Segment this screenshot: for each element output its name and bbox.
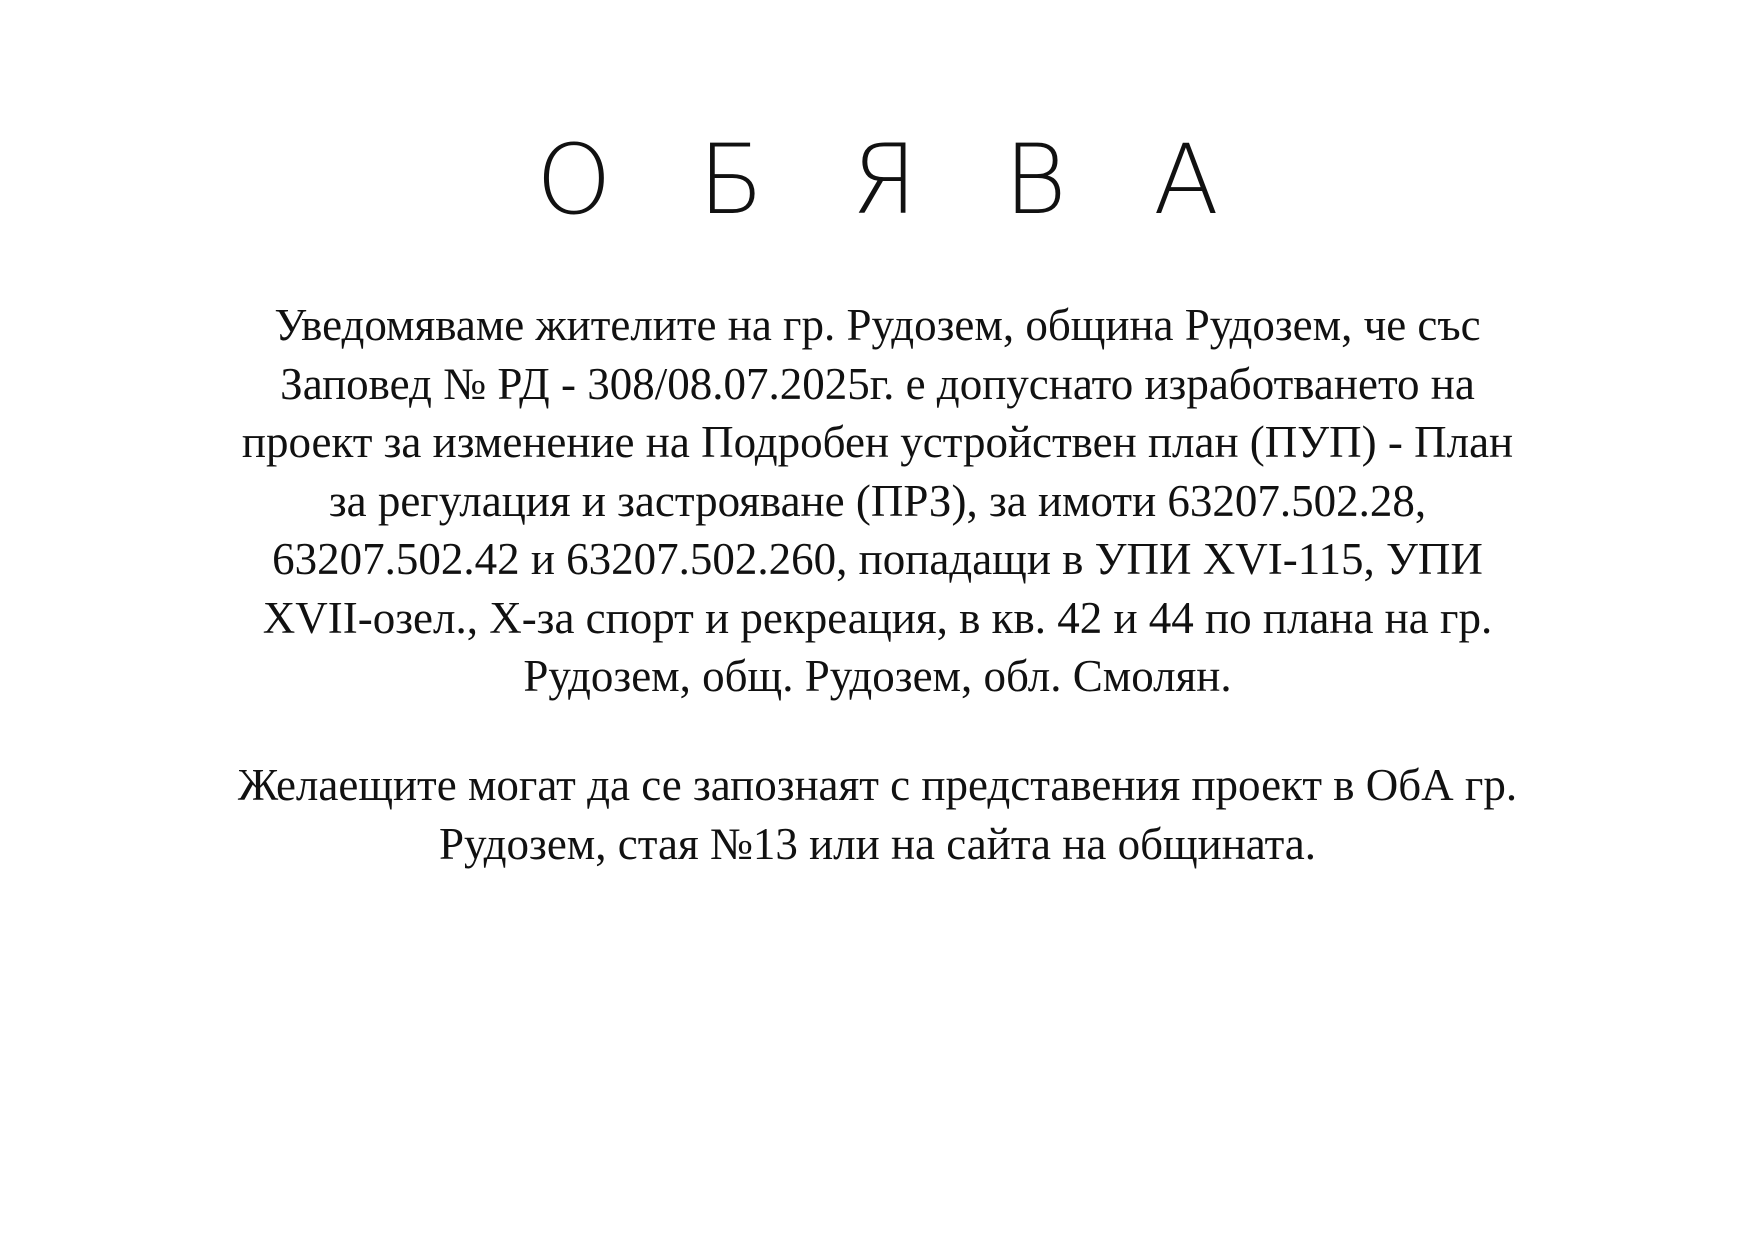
announcement-title: О Б Я В А <box>536 124 1247 236</box>
paragraph-1-line: Рудозем, общ. Рудозем, обл. Смолян. <box>523 651 1232 701</box>
paragraph-1-line: XVII-озел., Х-за спорт и рекреация, в кв. 42 и 44 по плана на гр. <box>262 592 1493 643</box>
paragraph-1-line: Уведомяваме жителите на гр. Рудозем, община Рудозем, че със <box>274 300 1481 350</box>
paragraph-1-line: проект за изменение на Подробен устройствен план (ПУП) - План <box>241 417 1514 467</box>
announcement-paragraph-2 <box>140 756 1615 873</box>
paragraph-1-line: 63207.502.42 и 63207.502.260, попадащи в УПИ XVI-115, УПИ <box>272 534 1483 584</box>
paragraph-2-line: Желаещите могат да се запознаят с представения проект в ОбА гр. <box>237 760 1518 810</box>
paragraph-1-line: за регулация и застрояване (ПРЗ), за имоти 63207.502.28, <box>328 475 1427 526</box>
paragraph-1-line: Заповед № РД - 308/08.07.2025г. е допуснато изработването на <box>280 358 1475 409</box>
announcement-paragraph-1 <box>140 296 1615 706</box>
paragraph-2-line: Рудозем, стая №13 или на сайта на общината. <box>438 818 1317 869</box>
